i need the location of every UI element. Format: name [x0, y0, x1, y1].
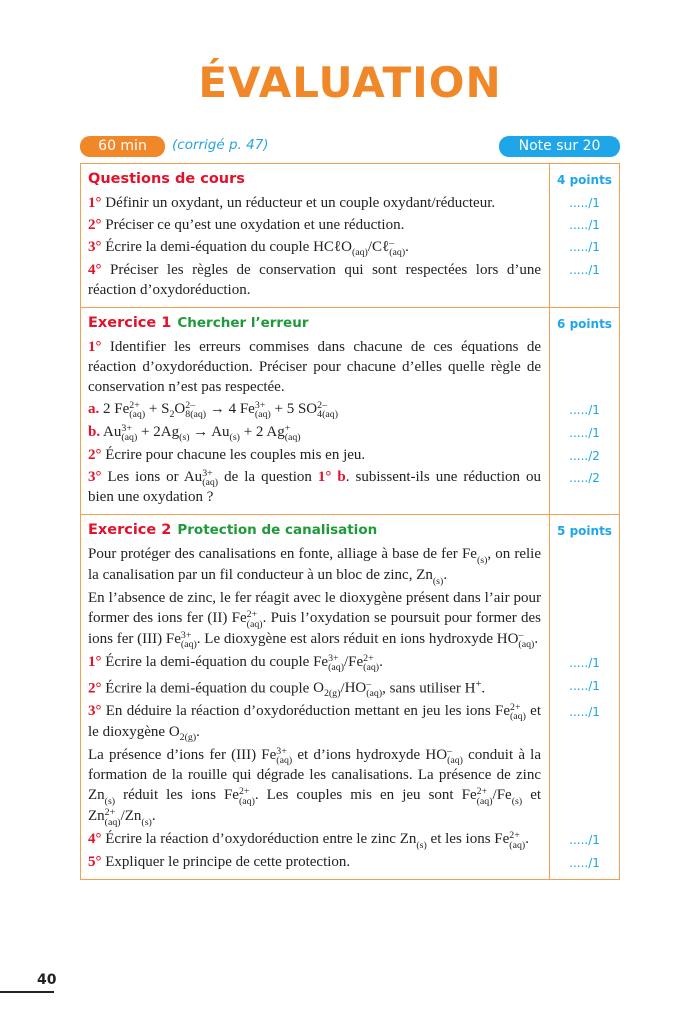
grading-badge: Note sur 20 — [499, 136, 620, 157]
page-number-rule — [0, 991, 54, 993]
evaluation-table — [80, 163, 620, 880]
state: (aq) — [363, 662, 380, 674]
text-run: → 4 — [206, 400, 240, 417]
text-run: . — [196, 723, 200, 740]
state: (aq) — [254, 409, 271, 421]
species-symbol: HCℓO — [313, 239, 352, 255]
question-number: 1° — [88, 653, 102, 670]
charge-state — [518, 631, 534, 650]
text-run: . — [379, 653, 383, 670]
charge-state — [477, 546, 487, 565]
charge: 3+ — [254, 399, 266, 411]
text-run: et les ions — [426, 831, 495, 848]
question-number: 3° — [88, 239, 102, 255]
question-number: 4° — [88, 831, 102, 848]
charge-state — [317, 401, 338, 420]
question-item — [88, 422, 541, 443]
charge-state — [324, 680, 340, 699]
species-symbol: Fe — [494, 831, 510, 848]
text-run: . — [481, 679, 486, 696]
state: (aq) — [180, 639, 197, 651]
question-number: 1° b — [317, 468, 346, 485]
section-3 — [81, 514, 619, 879]
chemical-species — [425, 745, 463, 767]
chemical-species — [168, 723, 197, 744]
charge-state — [181, 631, 197, 650]
text-run: . subissent-ils une réduction ou bien une oxydation ? — [88, 468, 541, 506]
chemical-species — [261, 745, 293, 767]
state: (aq) — [447, 755, 463, 767]
chemical-species — [231, 609, 263, 630]
chemical-species — [124, 808, 152, 828]
state: 2(g) — [179, 732, 197, 744]
chemical-species — [313, 239, 368, 259]
chemical-species — [88, 787, 116, 807]
question-number: 1° — [88, 195, 102, 211]
text-run: La présence d’ions fer (III) — [88, 746, 262, 763]
charge: 2+ — [363, 652, 374, 664]
score-field[interactable]: ...../1 — [569, 262, 600, 277]
species-symbol: Fe — [231, 610, 247, 627]
species-symbol: Au — [103, 423, 122, 440]
state: (aq) — [202, 477, 219, 489]
species-symbol: Fe — [239, 400, 255, 417]
charge-state — [352, 239, 368, 258]
text-run: . — [151, 808, 156, 825]
charge-state — [179, 424, 189, 443]
text-run: 2 — [99, 400, 115, 417]
question-item — [88, 399, 541, 420]
section-label: Exercice 1 — [88, 314, 172, 331]
section-label: Exercice 2 — [88, 522, 172, 539]
text-run: / — [367, 239, 373, 255]
question-number: 3° — [88, 468, 102, 485]
species-symbol: Fe — [496, 787, 512, 804]
info-bar — [80, 136, 620, 158]
species-symbol: SO — [297, 400, 318, 417]
text-run: , sans utiliser H — [382, 679, 476, 696]
charge: – — [389, 238, 395, 250]
charge: + — [284, 422, 291, 434]
section-heading — [88, 519, 541, 544]
text-run: . Puis l’oxydation se poursuit pour former des ions fer (III) — [88, 610, 541, 648]
species-symbol: Zn — [88, 787, 105, 804]
question-item — [88, 652, 541, 673]
chemical-species — [114, 399, 146, 421]
charge-state — [230, 424, 240, 443]
state: (aq) — [121, 432, 138, 444]
charge: 3+ — [180, 630, 192, 642]
species-symbol: HO — [344, 679, 367, 696]
text-run: et — [522, 787, 542, 804]
charge: 2+ — [509, 830, 520, 842]
chemical-species — [160, 423, 190, 444]
chemical-species — [399, 831, 427, 851]
chemical-species — [461, 786, 493, 807]
question-item — [88, 852, 541, 872]
score-field[interactable]: ...../1 — [569, 678, 600, 693]
charge-state — [185, 401, 206, 420]
state: (s) — [476, 554, 488, 566]
text-run: + 2 — [239, 423, 267, 440]
charge-state — [121, 424, 137, 443]
charge: 2+ — [238, 786, 250, 798]
chemical-species — [494, 830, 526, 851]
question-number: 4° — [88, 261, 102, 278]
chemical-species — [103, 422, 138, 444]
points-label: 5 points — [557, 524, 612, 539]
text-run: . Les couples mis en jeu sont — [254, 787, 462, 804]
text-run: + 2 — [137, 423, 161, 440]
question-item — [88, 701, 541, 743]
section-subtitle: Protection de canalisation — [177, 522, 378, 539]
text-run: + 5 — [270, 400, 298, 417]
question-item — [88, 445, 541, 465]
state: (aq) — [328, 662, 344, 674]
section-subtitle: Chercher l’erreur — [177, 314, 309, 331]
charge: – — [366, 679, 372, 691]
charge-state — [447, 747, 463, 766]
species-symbol: Fe — [261, 746, 277, 763]
text-run: . Le dioxygène est alors réduit en ions hydroxyde — [196, 631, 497, 648]
state: (s) — [179, 432, 190, 444]
charge: 2+ — [476, 786, 488, 798]
species-symbol: Fe — [348, 653, 364, 670]
state: (aq) — [284, 432, 301, 444]
charge-state — [141, 808, 151, 827]
score-field[interactable]: ...../1 — [569, 196, 600, 210]
section-label: Questions de cours — [88, 171, 245, 187]
state: (aq) — [246, 618, 263, 630]
text-run: de la question — [218, 468, 318, 485]
question-item — [88, 829, 541, 850]
section-1 — [81, 164, 619, 307]
chemical-species — [495, 701, 526, 723]
score-field[interactable]: ...../2 — [569, 470, 600, 485]
question-item — [88, 237, 541, 258]
text-run: Écrire la demi-équation du couple — [101, 239, 314, 255]
species-symbol: Fe — [165, 631, 181, 648]
state: 2 — [169, 409, 175, 421]
text-run: Écrire la demi-équation du couple — [101, 679, 314, 696]
state: (aq) — [351, 247, 368, 259]
question-item — [88, 193, 541, 213]
chemical-species — [313, 679, 341, 700]
text-run: Pour protéger des canalisations en fonte, alliage à base de fer — [88, 546, 462, 563]
question-number: 2° — [88, 446, 102, 463]
text-run: Écrire la demi-équation du couple — [101, 653, 314, 670]
text-run: et le dioxygène — [88, 702, 541, 740]
section-content — [81, 515, 550, 879]
charge-state — [389, 239, 405, 258]
section-2 — [81, 307, 619, 515]
text-run: Écrire la réaction d’oxydoréduction entre le zinc — [101, 831, 400, 848]
charge-state — [512, 787, 522, 806]
charge: 2+ — [246, 609, 258, 621]
question-item — [88, 745, 541, 828]
species-symbol: O — [313, 679, 324, 696]
question-number: 3° — [88, 702, 102, 719]
question-number: 2° — [88, 679, 102, 696]
species-symbol: O — [168, 723, 180, 740]
charge-state — [105, 808, 121, 827]
question-number: a. — [88, 400, 100, 417]
charge: 2– — [185, 399, 196, 411]
chemical-species — [372, 238, 406, 259]
question-number: b. — [88, 423, 101, 440]
superscript: + — [475, 678, 482, 690]
state: 4(aq) — [317, 409, 338, 421]
charge-state — [239, 787, 255, 806]
text-run: . — [525, 831, 529, 848]
text-run: Préciser les règles de conservation qui sont respectées lors d’une réaction d’oxydoréduction. — [88, 261, 541, 298]
chemical-species — [174, 399, 207, 421]
charge-state — [180, 724, 196, 743]
charge-state — [477, 787, 493, 806]
text-run: . — [534, 631, 539, 648]
state: (s) — [229, 432, 240, 444]
charge-state — [510, 703, 526, 722]
points-label: 4 points — [557, 173, 612, 187]
species-symbol: Fe — [313, 653, 329, 670]
question-number: 5° — [88, 854, 102, 870]
text-run: Identifier les erreurs commises dans chacune de ces équations de réaction d’oxydoréduction. Préciser pour chacune d’elles quelle règle de conservation n’est pas respectée. — [88, 338, 541, 395]
question-item — [88, 675, 541, 699]
score-field[interactable]: ...../1 — [569, 240, 600, 254]
text-run: Préciser ce qu’est une oxydation et une réduction. — [101, 217, 405, 233]
charge-state — [247, 610, 263, 629]
text-run: En déduire la réaction d’oxydoréduction mettant en jeu les ions — [101, 702, 495, 719]
score-field[interactable]: ...../2 — [569, 448, 600, 463]
state: (aq) — [276, 755, 293, 767]
charge: 2+ — [104, 807, 116, 819]
question-item — [88, 260, 541, 300]
score-field[interactable]: ...../1 — [569, 218, 600, 232]
state: (aq) — [518, 639, 535, 651]
charge: 2+ — [510, 701, 521, 713]
charge: 3+ — [202, 467, 213, 479]
charge-state — [129, 401, 145, 420]
charge-state — [255, 401, 271, 420]
species-symbol: O — [174, 400, 186, 417]
score-column — [550, 515, 619, 879]
charge-state — [433, 567, 443, 586]
species-symbol: Zn — [399, 831, 417, 848]
text-run: Écrire pour chacune les couples mis en jeu. — [101, 446, 366, 463]
state: (s) — [432, 575, 444, 587]
text-run: / — [340, 679, 345, 696]
correction-reference: (corrigé p. 47) — [172, 137, 269, 153]
species-symbol: Ag — [160, 423, 180, 440]
species-symbol: Fe — [114, 400, 130, 417]
charge: 3+ — [121, 422, 132, 434]
score-column — [550, 308, 619, 515]
charge: – — [447, 745, 452, 757]
species-symbol: Fe — [461, 546, 477, 563]
text-run: / — [492, 787, 497, 804]
charge-state — [202, 469, 218, 488]
text-run: . — [443, 567, 448, 584]
charge-state — [366, 680, 382, 699]
text-run: En l’absence de zinc, le fer réagit avec le dioxygène présent dans l’air pour former des ions fer (II) — [88, 590, 541, 627]
text-run: → — [189, 423, 212, 440]
state: (aq) — [129, 409, 146, 421]
section-heading — [88, 312, 541, 337]
chemical-species — [416, 567, 444, 587]
species-symbol: HO — [425, 746, 448, 763]
charge: – — [518, 630, 524, 642]
charge: 3+ — [328, 652, 339, 664]
species-symbol: Au — [211, 423, 230, 440]
chemical-species — [461, 546, 488, 566]
species-symbol: Zn — [124, 808, 142, 825]
score-field[interactable]: ...../1 — [569, 704, 600, 719]
chemical-species — [211, 423, 240, 444]
charge-state — [363, 654, 379, 673]
chemical-species — [297, 399, 338, 421]
score-field[interactable]: ...../1 — [569, 856, 600, 870]
chemical-species — [183, 467, 219, 489]
species-symbol: HO — [496, 631, 519, 648]
charge: 3+ — [276, 745, 287, 757]
section-heading — [88, 168, 541, 193]
state: (aq) — [366, 688, 383, 700]
state: (s) — [511, 795, 523, 807]
question-number: 1° — [88, 338, 102, 355]
chemical-species — [496, 630, 535, 651]
text-run: . — [405, 239, 409, 255]
charge-state — [328, 654, 344, 673]
chemical-species — [239, 399, 271, 421]
text-run: , on relie la canalisation par un fil conducteur à un bloc de zinc, — [88, 546, 541, 584]
state: (aq) — [389, 247, 406, 259]
state: (s) — [141, 816, 152, 828]
question-item — [88, 467, 541, 508]
charge-state — [416, 831, 426, 850]
score-column — [550, 164, 619, 307]
species-symbol: Zn — [88, 808, 105, 825]
question-item — [88, 544, 541, 586]
species-symbol: Au — [183, 468, 203, 485]
text-run: Définir un oxydant, un réducteur et un couple oxydant/réducteur. — [101, 195, 496, 211]
question-item — [88, 215, 541, 235]
state: (aq) — [510, 711, 526, 723]
question-item — [88, 337, 541, 397]
species-symbol: Ag — [266, 423, 285, 440]
chemical-species — [165, 630, 197, 651]
charge: 2– — [317, 399, 328, 411]
chemical-species — [313, 652, 344, 674]
chemical-species — [266, 422, 301, 444]
state: (aq) — [238, 795, 255, 807]
text-run: et d’ions hydroxyde — [292, 746, 426, 763]
state: (s) — [416, 839, 427, 851]
state: 2(g) — [323, 688, 341, 700]
species-symbol: Cℓ — [372, 239, 390, 255]
chemical-species — [344, 679, 383, 700]
species-symbol: Fe — [495, 702, 510, 719]
text-run: + S — [145, 400, 170, 417]
section-content — [81, 164, 550, 307]
score-field[interactable]: ...../1 — [569, 402, 600, 417]
duration-badge: 60 min — [80, 136, 165, 157]
score-field[interactable]: ...../1 — [569, 425, 600, 440]
chemical-species — [348, 652, 380, 674]
points-label: 6 points — [557, 316, 612, 331]
score-field[interactable]: ...../1 — [569, 655, 600, 670]
state: (aq) — [104, 816, 121, 828]
score-field[interactable]: ...../1 — [569, 833, 600, 848]
question-number: 2° — [88, 217, 102, 233]
state: 8(aq) — [185, 409, 207, 421]
section-content — [81, 308, 550, 515]
state: (aq) — [476, 795, 493, 807]
text-run: / — [344, 653, 349, 670]
chemical-species — [496, 787, 523, 807]
page-title: ÉVALUATION — [198, 58, 502, 107]
charge-state — [105, 787, 115, 806]
text-run: réduit les ions — [115, 787, 224, 804]
state: (aq) — [509, 839, 526, 851]
species-symbol: Zn — [416, 567, 433, 584]
chemical-species — [223, 786, 255, 807]
charge: 2+ — [129, 399, 140, 411]
charge-state — [285, 424, 301, 443]
text-run: conduit à la formation de la rouille qui dégrade les canalisations. La présence de zinc — [88, 746, 541, 784]
question-item — [88, 588, 541, 650]
species-symbol: Fe — [461, 787, 477, 804]
text-run: / — [120, 808, 125, 825]
chemical-species — [88, 807, 121, 828]
text-run: Expliquer le principe de cette protection. — [101, 854, 351, 870]
charge-state — [509, 831, 525, 850]
page-number: 40 — [37, 972, 57, 988]
charge-state — [276, 747, 292, 766]
text-run: Les ions or — [101, 468, 184, 485]
state: (s) — [104, 795, 116, 807]
species-symbol: Fe — [223, 787, 239, 804]
